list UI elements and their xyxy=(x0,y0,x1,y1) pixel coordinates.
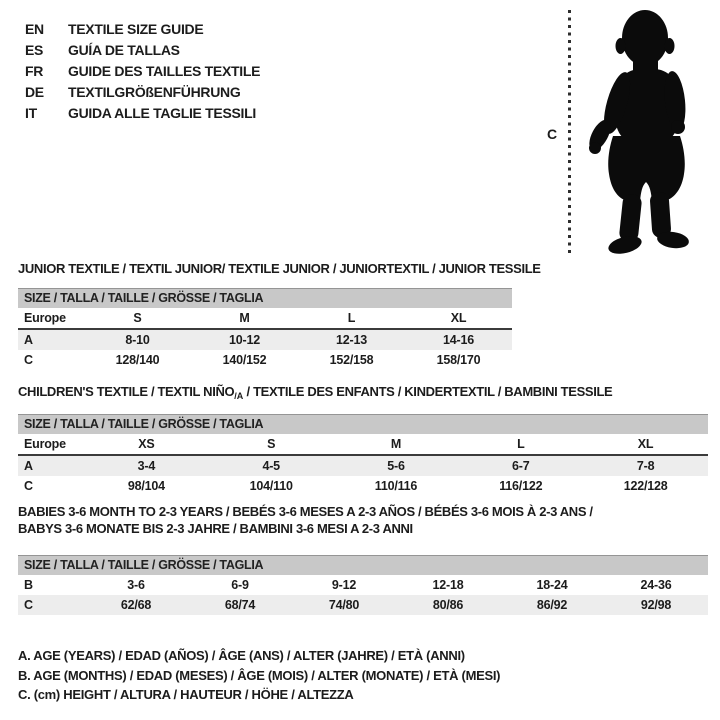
size-value: 104/110 xyxy=(249,479,293,493)
size-value: 62/68 xyxy=(120,598,152,612)
size-value: 158/170 xyxy=(436,353,481,367)
size-value: 18-24 xyxy=(536,578,568,592)
size-value: 98/104 xyxy=(127,479,165,493)
size-value: S xyxy=(209,434,334,455)
child-figure-area xyxy=(545,8,715,258)
size-value: 10-12 xyxy=(229,333,260,347)
heading-text: JUNIOR TEXTILE / TEXTIL JUNIOR/ TEXTILE JUNIOR / JUNIORTEXTIL / JUNIOR TESSILE xyxy=(18,261,541,276)
size-value: M xyxy=(191,308,298,329)
language-row xyxy=(25,40,260,61)
row-label: Europe xyxy=(18,434,84,455)
size-value: 110/116 xyxy=(374,479,418,493)
size-value: 128/140 xyxy=(115,353,160,367)
size-value: 80/86 xyxy=(432,598,464,612)
language-row xyxy=(25,82,260,103)
section-heading-junior xyxy=(18,260,541,277)
heading-line xyxy=(18,520,708,537)
section-junior-textile xyxy=(18,260,541,370)
row-label: B xyxy=(24,578,33,592)
language-row xyxy=(25,103,260,124)
language-guide-title: TEXTILE SIZE GUIDE xyxy=(68,21,204,37)
size-value: XL xyxy=(405,308,512,329)
language-row xyxy=(25,61,260,82)
size-value: XS xyxy=(84,434,209,455)
section-heading-babies xyxy=(18,503,708,537)
language-code: EN xyxy=(25,21,44,37)
language-row xyxy=(25,19,260,40)
height-measure-line xyxy=(567,10,572,256)
language-code: IT xyxy=(25,105,37,121)
heading-text: BABIES 3-6 MONTH TO 2-3 YEARS / BEBÉS 3-6 MESES A 2-3 AÑOS / BÉBÉS 3-6 MOIS À 2-3 ANS / xyxy=(18,504,593,519)
language-code: ES xyxy=(25,42,44,58)
junior-table-header-bar: SIZE / TALLA / TAILLE / GRÖSSE / TAGLIA xyxy=(18,288,512,308)
size-value: 74/80 xyxy=(328,598,360,612)
size-value: 6-9 xyxy=(231,578,249,592)
size-value: L xyxy=(298,308,405,329)
row-label: A xyxy=(24,459,33,473)
table-row xyxy=(18,575,708,595)
table-row xyxy=(18,595,708,615)
heading-line xyxy=(18,260,541,277)
table-row xyxy=(18,455,708,476)
language-code: DE xyxy=(25,84,44,100)
size-value: L xyxy=(458,434,583,455)
size-value: 3-6 xyxy=(127,578,145,592)
size-value: 5-6 xyxy=(387,459,405,473)
size-value: 116/122 xyxy=(499,479,543,493)
row-label: Europe xyxy=(18,308,84,329)
row-label: C xyxy=(24,479,33,493)
size-value: 122/128 xyxy=(623,479,668,493)
children-size-table xyxy=(18,434,708,496)
size-value: S xyxy=(84,308,191,329)
junior-size-table xyxy=(18,308,512,370)
size-value: 12-13 xyxy=(336,333,367,347)
size-value: 86/92 xyxy=(536,598,568,612)
size-value: 3-4 xyxy=(137,459,156,473)
footnote-line: A. AGE (YEARS) / EDAD (AÑOS) / ÂGE (ANS) / ALTER (JAHRE) / ETÀ (ANNI) xyxy=(18,648,465,663)
language-guide-title: GUÍA DE TALLAS xyxy=(68,42,180,58)
babies-table-header-bar: SIZE / TALLA / TAILLE / GRÖSSE / TAGLIA xyxy=(18,555,708,575)
table-row xyxy=(18,434,708,455)
table-row xyxy=(18,350,512,370)
size-value: 140/152 xyxy=(222,353,267,367)
row-label: C xyxy=(24,598,33,612)
toddler-silhouette-icon xyxy=(583,8,710,256)
language-guide-title: GUIDA ALLE TAGLIE TESSILI xyxy=(68,105,256,121)
footnotes xyxy=(18,646,500,705)
size-value: XL xyxy=(583,434,708,455)
heading-line xyxy=(18,503,708,520)
size-value: 7-8 xyxy=(636,459,655,473)
size-value: M xyxy=(334,434,459,455)
size-value: 68/74 xyxy=(224,598,256,612)
language-title-list xyxy=(25,19,260,124)
size-value: 14-16 xyxy=(443,333,474,347)
heading-text: CHILDREN'S TEXTILE / TEXTIL NIÑO xyxy=(18,384,235,399)
section-heading-children xyxy=(18,383,708,405)
language-code: FR xyxy=(25,63,44,79)
section-childrens-textile xyxy=(18,383,708,496)
footnote-line: C. (cm) HEIGHT / ALTURA / HAUTEUR / HÖHE / ALTEZZA xyxy=(18,687,354,702)
children-table-header-bar: SIZE / TALLA / TAILLE / GRÖSSE / TAGLIA xyxy=(18,414,708,434)
row-label: A xyxy=(24,333,33,347)
table-row xyxy=(18,476,708,496)
babies-size-table xyxy=(18,575,708,615)
size-value: 152/158 xyxy=(329,353,374,367)
heading-text: BABYS 3-6 MONATE BIS 2-3 JAHRE / BAMBINI 3-6 MESI A 2-3 ANNI xyxy=(18,521,413,536)
heading-line xyxy=(18,383,708,405)
heading-text: / TEXTILE DES ENFANTS / KINDERTEXTIL / BAMBINI TESSILE xyxy=(243,384,613,399)
height-c-label: C xyxy=(547,126,558,142)
size-value: 92/98 xyxy=(640,598,672,612)
language-guide-title: TEXTILGRÖßENFÜHRUNG xyxy=(68,84,241,100)
section-babies-textile xyxy=(18,503,708,615)
size-value: 6-7 xyxy=(512,459,530,473)
heading-text: /A xyxy=(234,391,244,401)
size-value: 12-18 xyxy=(432,578,464,592)
language-guide-title: GUIDE DES TAILLES TEXTILE xyxy=(68,63,261,79)
size-value: 8-10 xyxy=(125,333,150,347)
size-value: 4-5 xyxy=(262,459,280,473)
table-row xyxy=(18,329,512,350)
footnote-line: B. AGE (MONTHS) / EDAD (MESES) / ÂGE (MOIS) / ALTER (MONATE) / ETÀ (MESI) xyxy=(18,667,501,683)
size-value: 24-36 xyxy=(640,578,672,592)
row-label: C xyxy=(24,353,33,367)
size-value: 9-12 xyxy=(331,578,357,592)
table-row xyxy=(18,308,512,329)
